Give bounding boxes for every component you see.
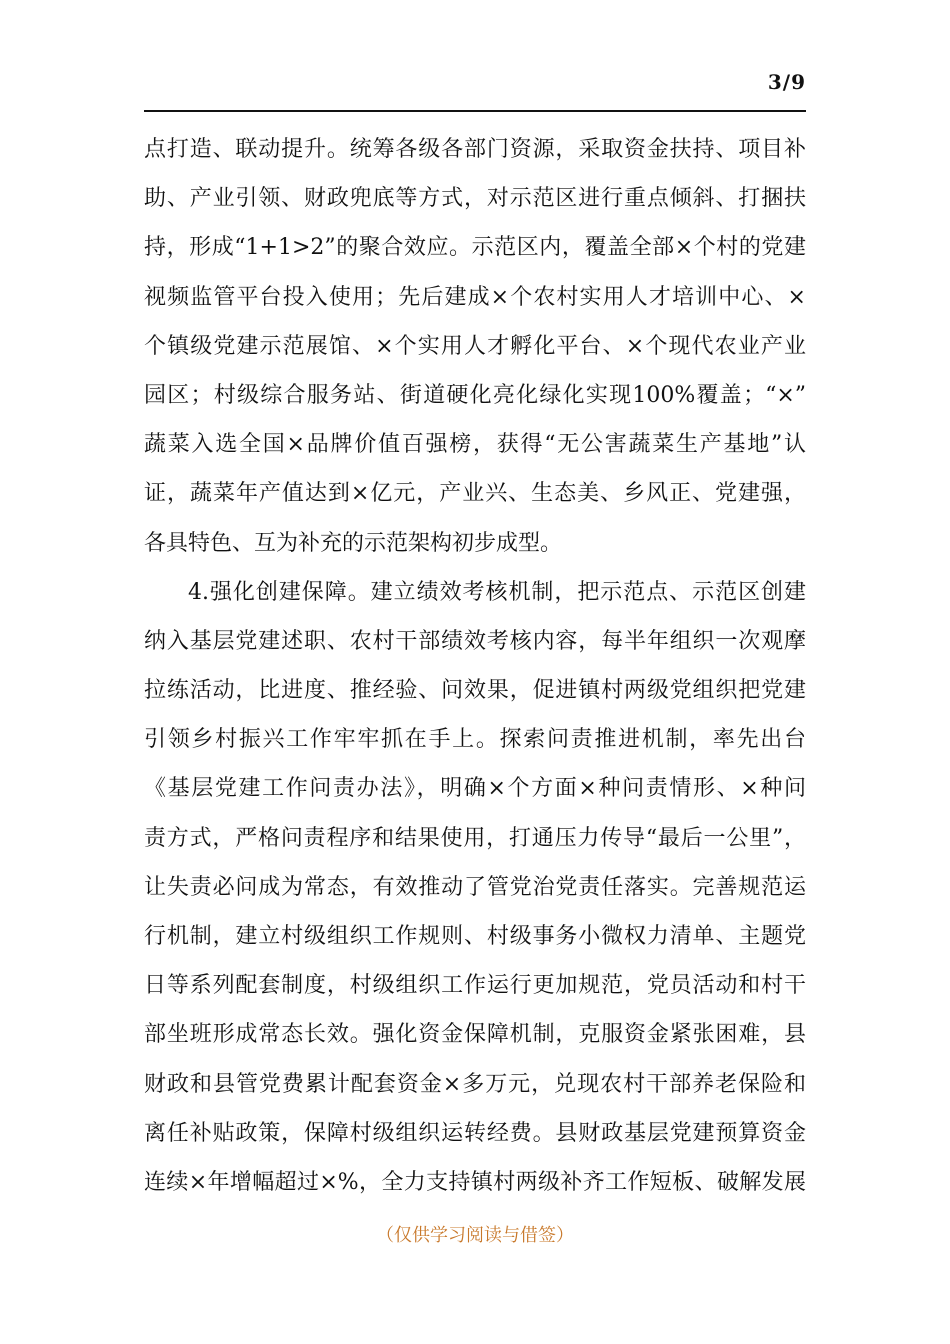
text-line: 各具特色、互为补充的示范架构初步成型。 [144,530,563,556]
text-line: 拉练活动，比进度、推经验、问效果，促进镇村两级党组织把党建 [144,678,806,704]
text-line: 视频监管平台投入使用；先后建成×个农村实用人才培训中心、× [144,284,806,310]
document-body [144,125,806,1207]
text-line: 部坐班形成常态长效。强化资金保障机制，克服资金紧张困难，县 [144,1022,806,1048]
text-line: 财政和县管党费累计配套资金×多万元，兑现农村干部养老保险和 [144,1071,806,1097]
text-line: 连续×年增幅超过×%，全力支持镇村两级补齐工作短板、破解发展 [144,1169,806,1195]
text-line: 点打造、联动提升。统筹各级各部门资源，采取资金扶持、项目补 [144,137,806,162]
text-line: 证，蔬菜年产值达到×亿元，产业兴、生态美、乡风正、党建强， [144,481,806,507]
text-line: 行机制，建立村级组织工作规则、村级事务小微权力清单、主题党 [144,924,806,949]
text-line: 《基层党建工作问责办法》，明确×个方面×种问责情形、×种问 [144,776,806,802]
text-line: 持，形成“1+1>2”的聚合效应。示范区内，覆盖全部×个村的党建 [144,235,806,261]
text-line: 助、产业引领、财政兜底等方式，对示范区进行重点倾斜、打捆扶 [144,186,806,212]
text-line: 个镇级党建示范展馆、×个实用人才孵化平台、×个现代农业产业 [144,333,806,359]
page-number: 3/9 [767,70,806,94]
text-line: 园区；村级综合服务站、街道硬化亮化绿化实现100%覆盖；“×” [144,382,806,408]
text-line: 让失责必问成为常态，有效推动了管党治党责任落实。完善规范运 [144,874,806,900]
text-line: 责方式，严格问责程序和结果使用，打通压力传导“最后一公里”， [144,825,806,851]
text-line: 离任补贴政策，保障村级组织运转经费。县财政基层党建预算资金 [144,1120,806,1146]
paragraph-start-line: 4.强化创建保障。建立绩效考核机制，把示范点、示范区创建 [188,579,806,605]
text-line: 日等系列配套制度，村级组织工作运行更加规范，党员活动和村干 [144,973,806,999]
text-line: 纳入基层党建述职、农村干部绩效考核内容，每半年组织一次观摩 [144,628,806,654]
text-line: 蔬菜入选全国×品牌价值百强榜，获得“无公害蔬菜生产基地”认 [144,432,806,458]
footer-note: （仅供学习阅读与借签） [376,1225,574,1246]
text-line: 引领乡村振兴工作牢牢抓在手上。探索问责推进机制，率先出台 [144,727,806,753]
header-rule [144,110,806,112]
